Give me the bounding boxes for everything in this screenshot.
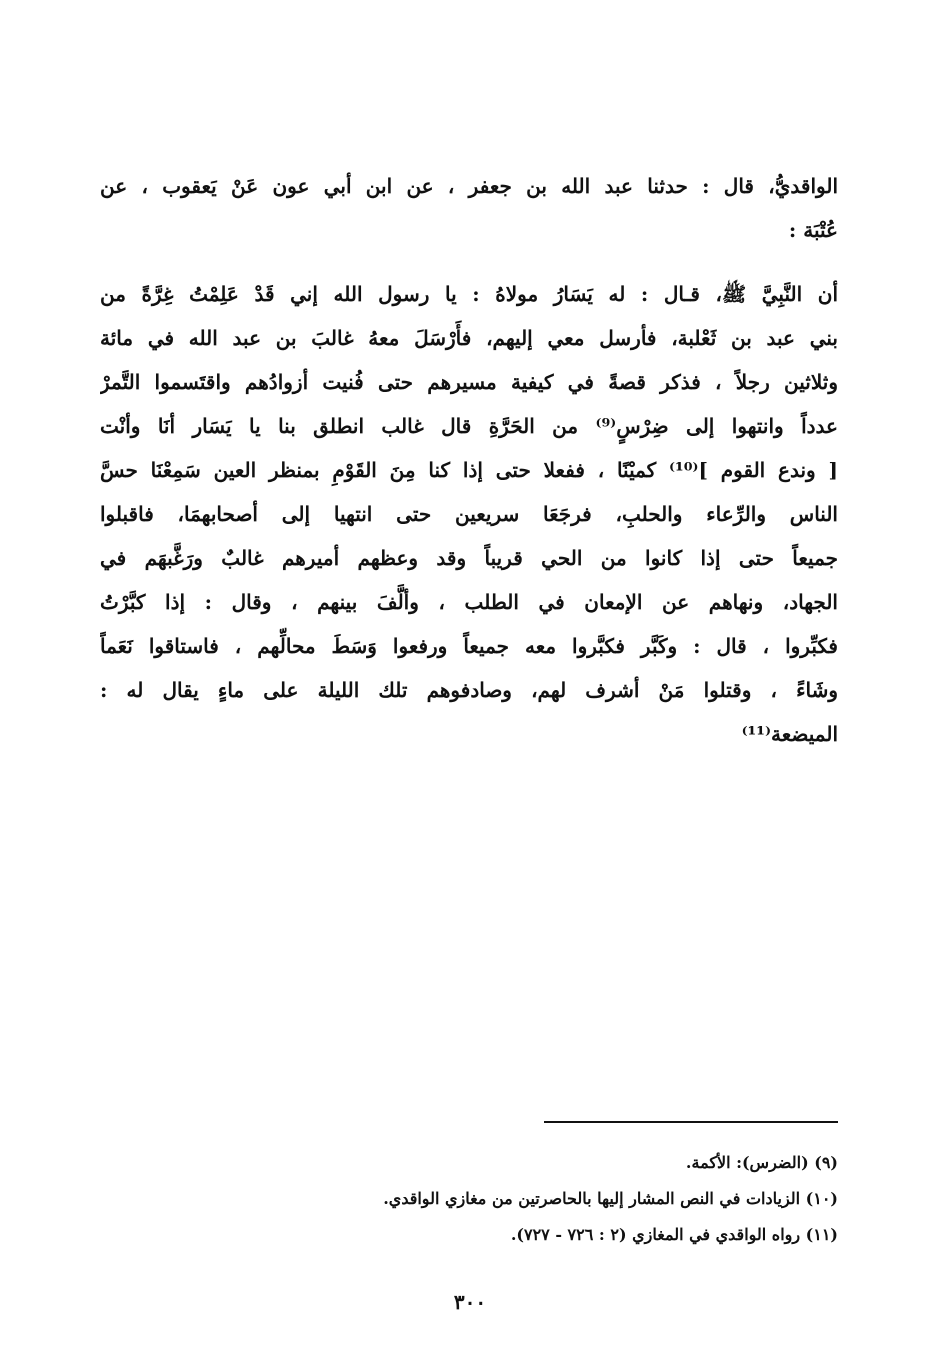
paragraph-isnad <box>100 164 838 252</box>
text-line: الميضعة⁽¹¹⁾ <box>741 722 838 746</box>
footnote-11: (١١) رواه الواقدي في المغازي (٢ : ٧٢٦ - ٧٢٧). <box>510 1225 838 1244</box>
text-line: أن النَّبِيَّ ﷺ، قـال : له يَسَارُ مولاهُ : يا رسول الله إني قَدْ عَلِمْتُ غِرَّةً من <box>100 282 838 306</box>
footnote-10: (١٠) الزيادات في النص المشار إليها بالحاصرتين من مغازي الواقدي. <box>383 1189 838 1208</box>
footnotes <box>200 1145 838 1253</box>
text-line: [ وندع القوم ]⁽¹⁰⁾ كميْنًا ، ففعلا حتى إذا كنا مِنَ القَوْمِ بمنظر العين سَمِعْنَا حسَّ <box>100 458 838 482</box>
page-number: ٣٠٠ <box>453 1290 487 1314</box>
footnote-9: (٩) (الضرس): الأكمة. <box>685 1153 838 1172</box>
text-line: الواقديُّ، قال : حدثنا عبد الله بن جعفر ، عن ابن أبي عون عَنْ يَعقوب ، عن <box>100 174 838 198</box>
text-line: وثلاثين رجلاً ، فذكر قصةً في كيفية مسيرهم حتى فُنيت أزوادُهم واقتَسموا التَّمرْ <box>100 370 838 394</box>
text-line: عدداً وانتهوا إلى ضِرْسٍ⁽⁹⁾ من الحَرَّةِ قال غالب انطلق بنا يا يَسَار أنَا وأنْت <box>100 414 838 438</box>
text-line: جميعاً حتى إذا كانوا من الحي قريباً وقد وعظهم أميرهم غالبٌ ورَغَّبهَم في <box>100 546 838 570</box>
footnote-divider <box>544 1121 838 1123</box>
paragraph-narration <box>100 272 838 756</box>
text-line: الجهاد، ونهاهم عن الإمعان في الطلب ، وألَّفَ بينهم ، وقال : إذا كبَّرْتُ <box>100 590 838 614</box>
text-line: عُتْبَة : <box>788 218 838 242</box>
text-line: وشَاءً ، وقتلوا مَنْ أشرف لهم، وصادفوهم تلك الليلة على ماءٍ يقال له : <box>100 678 838 702</box>
text-line: الناس والرِّعاء والحلبِ، فرجَعَا سريعين حتى انتهيا إلى أصحابهمَا، فاقبلوا <box>100 502 838 526</box>
text-line: بني عبد بن ثَعْلبة، فأرسل معي إليهم، فأَرْسَلَ معهُ غالبَ بن عبد الله في مائة <box>100 326 838 350</box>
text-line: فكبِّروا ، قال : وكَبَّر فكبَّروا معه جميعاً ورفعوا وَسَطَ محالِّهم ، فاستاقوا نَعَماً <box>100 634 838 658</box>
